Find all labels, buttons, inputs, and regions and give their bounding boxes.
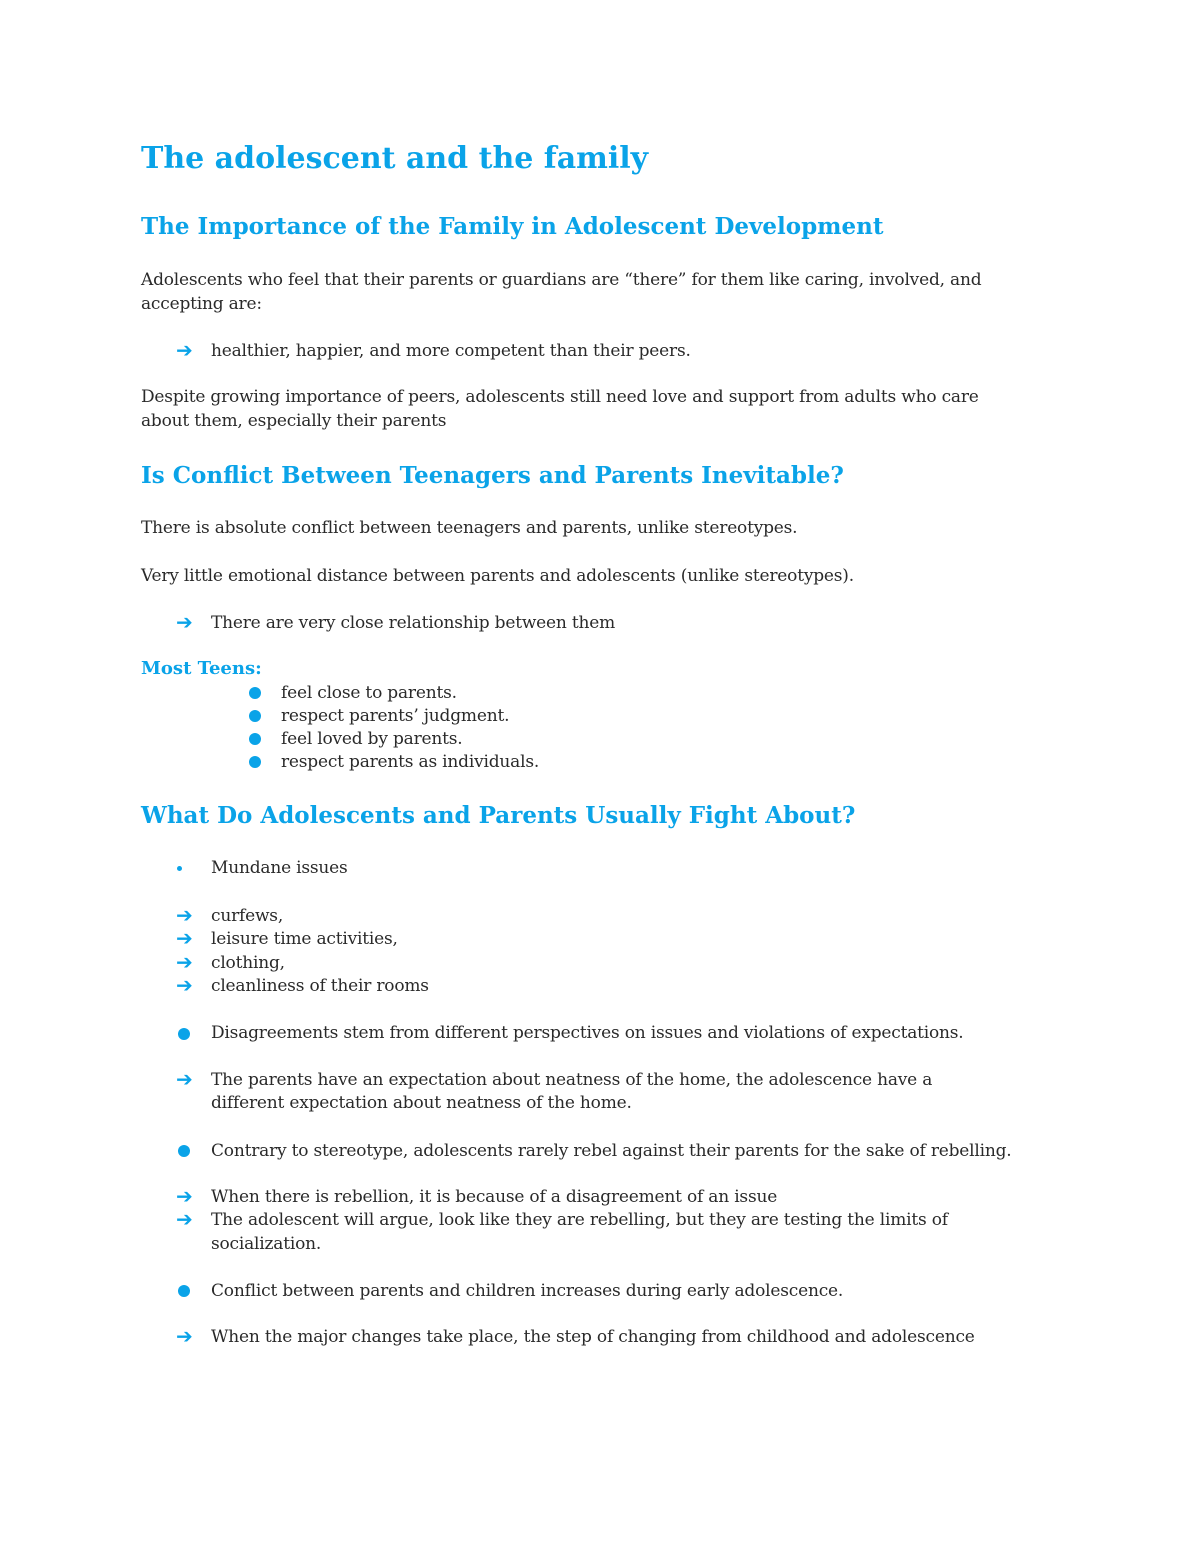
- section-heading-conflict: Is Conflict Between Teenagers and Parents Inevitable?: [141, 462, 844, 489]
- arrow-icon: ➔: [176, 1184, 193, 1208]
- bullet-dot-icon: [249, 710, 261, 722]
- paragraph-line: about them, especially their parents: [141, 411, 447, 431]
- arrow-icon: ➔: [176, 973, 193, 997]
- arrow-icon: ➔: [176, 338, 193, 362]
- small-bullet-icon: [177, 866, 182, 871]
- paragraph-line: Very little emotional distance between parents and adolescents (unlike stereotypes).: [141, 566, 854, 586]
- bullet-dot-icon: [178, 1028, 190, 1040]
- arrow-item: When there is rebellion, it is because of a disagreement of an issue: [211, 1187, 778, 1207]
- bullet-dot-icon: [178, 1145, 190, 1157]
- list-item: feel close to parents.: [281, 683, 457, 703]
- arrow-item: When the major changes take place, the step of changing from childhood and adolescence: [211, 1327, 975, 1347]
- arrow-item: curfews,: [211, 906, 284, 926]
- paragraph-line: Despite growing importance of peers, adolescents still need love and support from adults who care: [141, 387, 979, 407]
- arrow-item: There are very close relationship between them: [211, 613, 616, 633]
- arrow-icon: ➔: [176, 950, 193, 974]
- arrow-item: leisure time activities,: [211, 929, 398, 949]
- arrow-icon: ➔: [176, 1207, 193, 1231]
- bullet-dot-icon: [178, 1285, 190, 1297]
- section-heading-importance: The Importance of the Family in Adolescent Development: [141, 213, 884, 240]
- list-item: Disagreements stem from different perspectives on issues and violations of expectations.: [211, 1023, 964, 1043]
- arrow-item-continued: different expectation about neatness of the home.: [211, 1093, 632, 1113]
- arrow-item: The adolescent will argue, look like they are rebelling, but they are testing the limits of: [211, 1210, 948, 1230]
- list-item: respect parents’ judgment.: [281, 706, 510, 726]
- arrow-item-continued: socialization.: [211, 1234, 322, 1254]
- paragraph-line: There is absolute conflict between teenagers and parents, unlike stereotypes.: [141, 518, 798, 538]
- list-item: Mundane issues: [211, 858, 348, 878]
- arrow-icon: ➔: [176, 610, 193, 634]
- arrow-icon: ➔: [176, 903, 193, 927]
- bullet-dot-icon: [249, 756, 261, 768]
- subheading-most-teens: Most Teens:: [141, 658, 262, 679]
- bullet-dot-icon: [249, 687, 261, 699]
- arrow-icon: ➔: [176, 1324, 193, 1348]
- list-item: Contrary to stereotype, adolescents rarely rebel against their parents for the sake of rebelling.: [211, 1141, 1012, 1161]
- arrow-item: healthier, happier, and more competent than their peers.: [211, 341, 691, 361]
- section-heading-fight: What Do Adolescents and Parents Usually Fight About?: [141, 802, 856, 829]
- list-item: feel loved by parents.: [281, 729, 463, 749]
- arrow-item: clothing,: [211, 953, 285, 973]
- arrow-item: cleanliness of their rooms: [211, 976, 429, 996]
- arrow-icon: ➔: [176, 1067, 193, 1091]
- arrow-item: The parents have an expectation about neatness of the home, the adolescence have a: [211, 1070, 933, 1090]
- paragraph-line: Adolescents who feel that their parents or guardians are “there” for them like caring, involved, and: [141, 270, 982, 290]
- page-title: The adolescent and the family: [141, 141, 649, 176]
- list-item: respect parents as individuals.: [281, 752, 540, 772]
- bullet-dot-icon: [249, 733, 261, 745]
- paragraph-line: accepting are:: [141, 294, 262, 314]
- arrow-icon: ➔: [176, 926, 193, 950]
- list-item: Conflict between parents and children increases during early adolescence.: [211, 1281, 844, 1301]
